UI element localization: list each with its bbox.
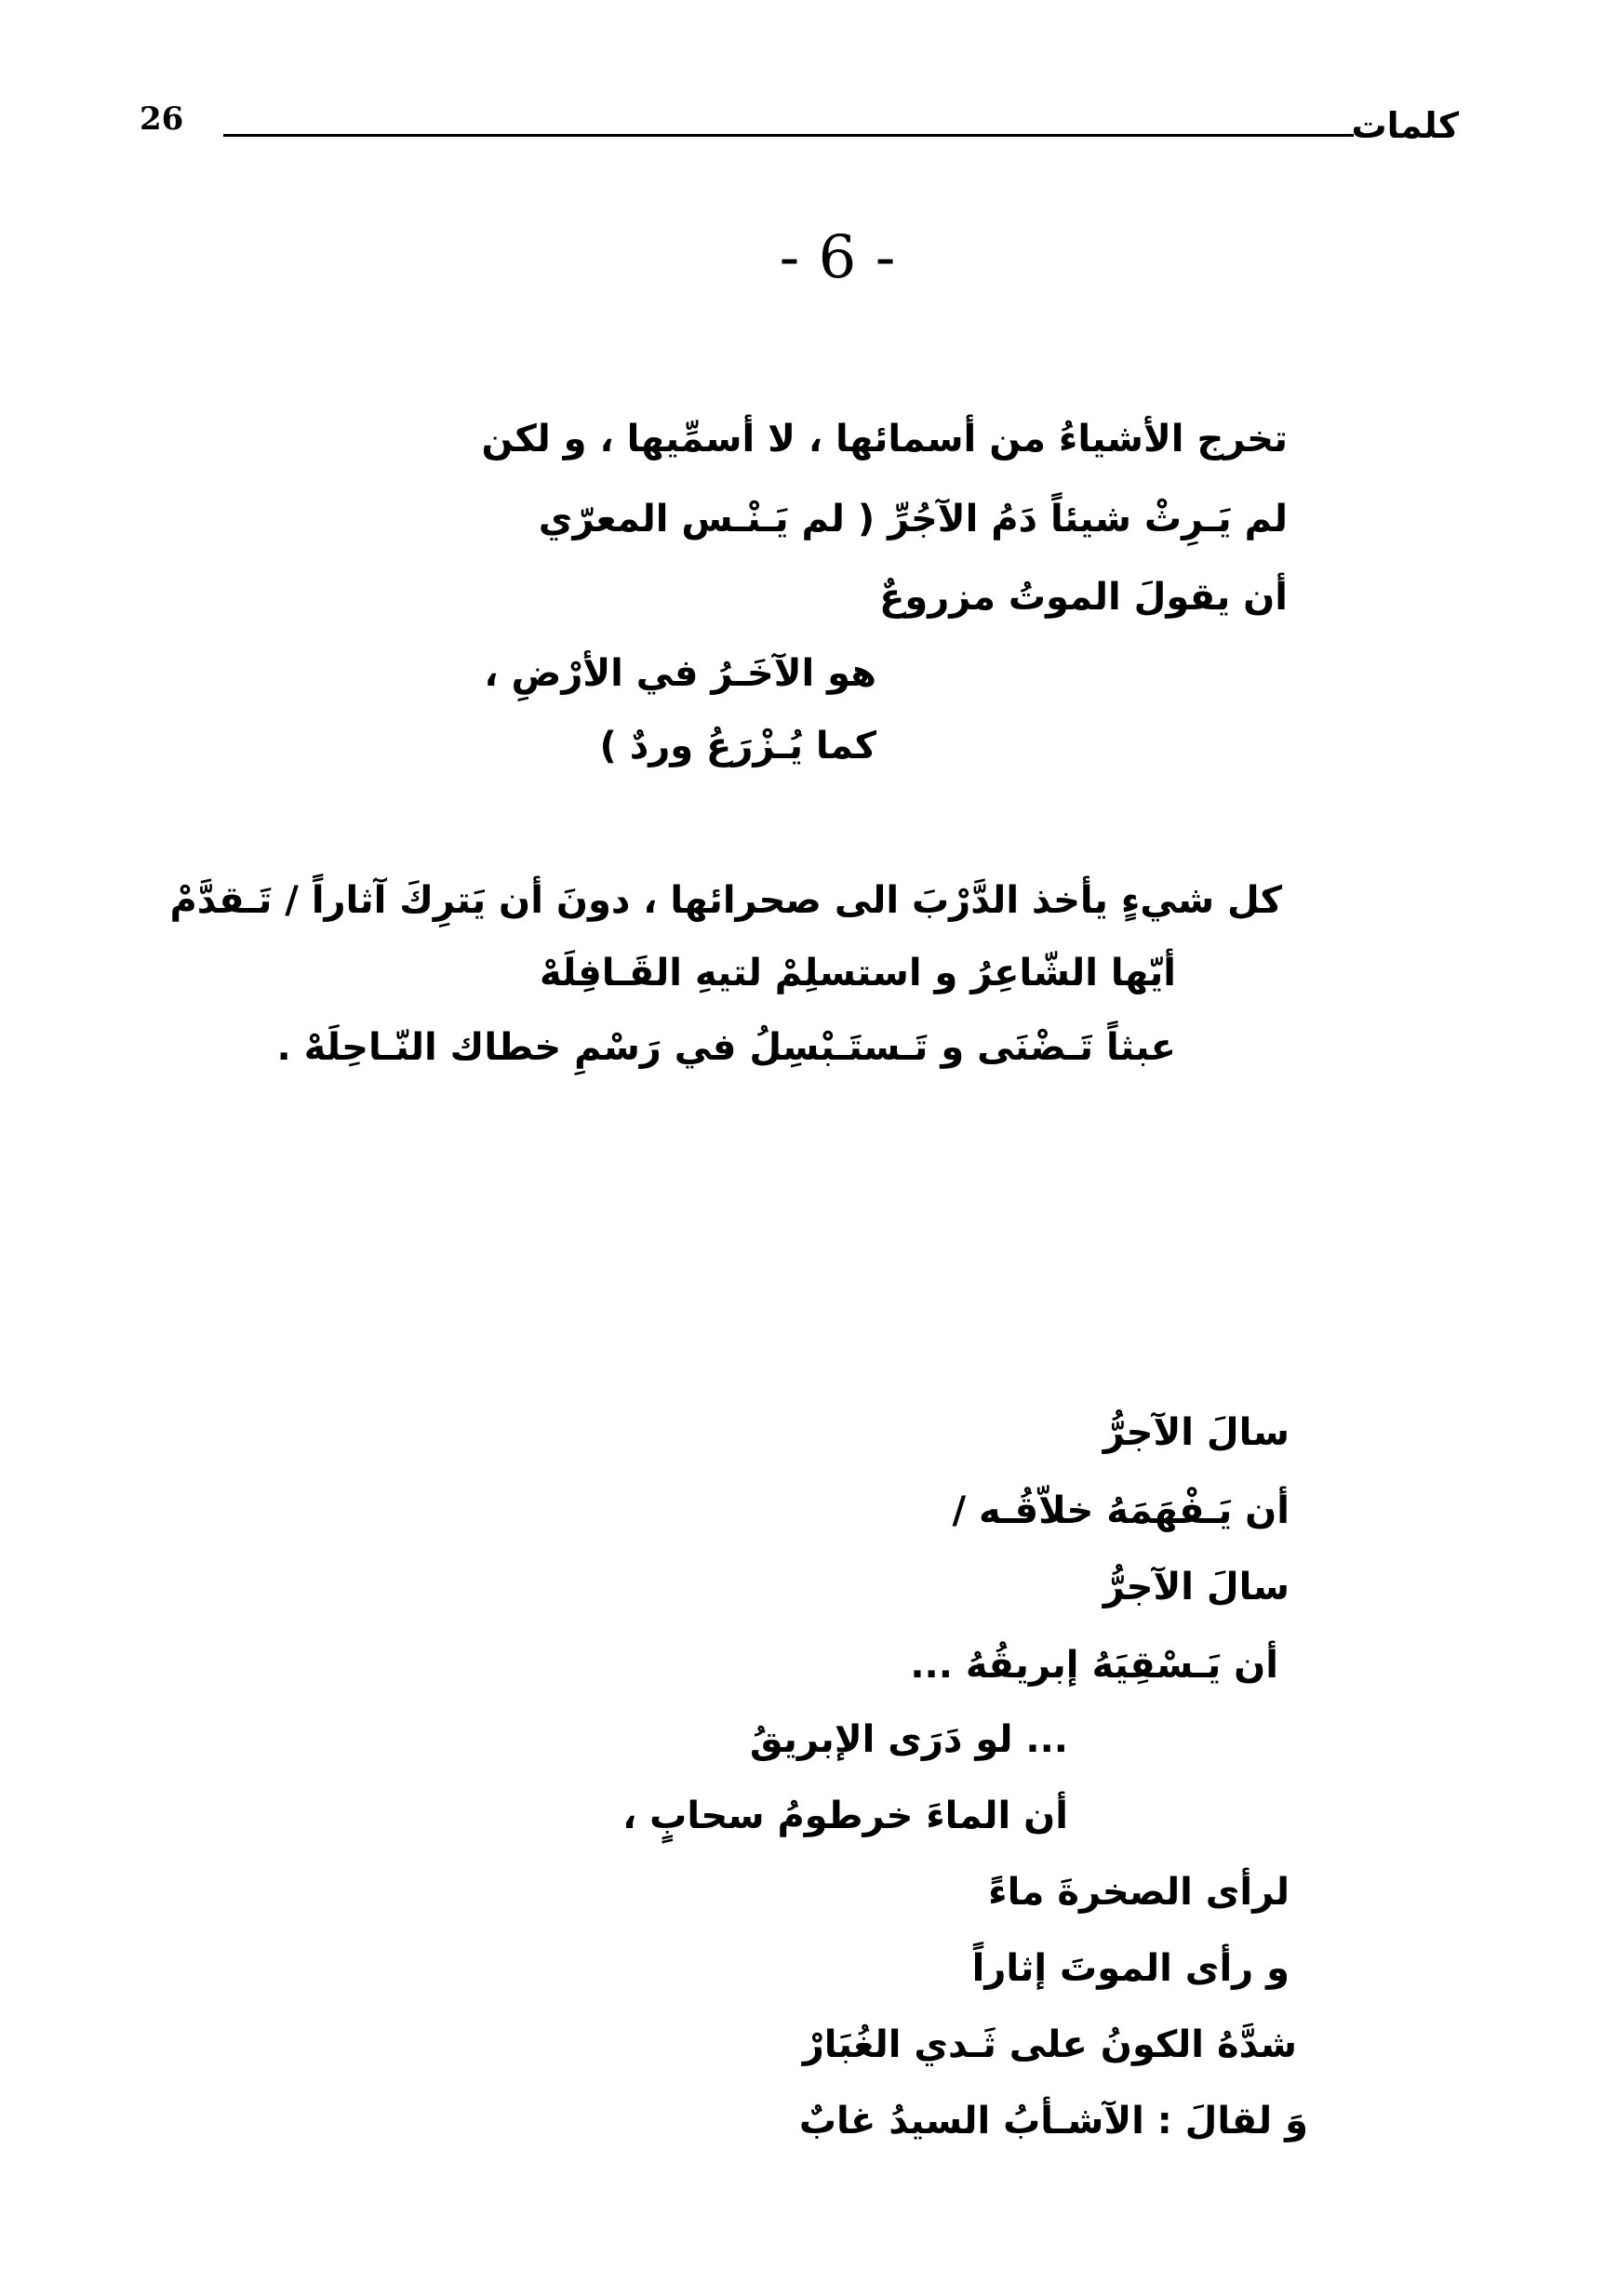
poem-line: وَ لقالَ : الآشـأبُ السيدُ غابٌ (798, 2100, 1308, 2142)
page-number: 26 (140, 100, 184, 138)
section-number: - 6 - (779, 223, 896, 292)
poem-line: أن يَـفْهَمَهُ خلاّقُـه / (952, 1489, 1290, 1532)
poem-line: أن يقولَ الموتُ مزروعٌ (879, 576, 1288, 619)
poem-line: أن يَـسْقِيَهُ إبريقُهُ ... (910, 1644, 1278, 1687)
poem-line: كما يُـزْرَعُ وردٌ ) (599, 725, 876, 768)
poem-line: ... لو دَرَى الإبريقُ (749, 1718, 1068, 1761)
poem-line: عبثاً تَـضْنَى و تَـستَـبْسِلُ في رَسْمِ خطاك النّـاحِلَهْ . (276, 1026, 1176, 1069)
poem-line: لم يَـرِثْ شيئاً دَمُ الآجُرِّ ( لم يَـنْـس المعرّي (538, 498, 1288, 541)
running-head: كلمات (1351, 105, 1459, 146)
poem-line: أن الماءَ خرطومُ سحابٍ ، (622, 1795, 1068, 1837)
poem-line: كل شيءٍ يأخذ الدَّرْبَ الى صحرائها ، دونَ أن يَترِكَ آثاراً / تَـقدَّمْ (169, 879, 1282, 922)
poem-line: سالَ الآجرُّ (1103, 1566, 1290, 1609)
poem-line: تخرج الأشياءُ من أسمائها ، لا أسمِّيها ، و لكن (481, 418, 1288, 461)
poem-line: سالَ الآجرُّ (1103, 1411, 1290, 1454)
poem-line: و رأى الموتَ إثاراً (971, 1947, 1290, 1990)
header-rule (223, 134, 1354, 137)
poem-line: هو الآخَـرُ في الأرْضِ ، (484, 652, 876, 695)
poem-line: شدَّهُ الكونُ على ثَـدي الغُبَارْ (802, 2023, 1297, 2066)
poem-line: لرأى الصخرةَ ماءً (988, 1871, 1290, 1914)
poem-line: أيّها الشّاعِرُ و استسلِمْ لتيهِ القَـافِلَهْ (539, 952, 1176, 994)
